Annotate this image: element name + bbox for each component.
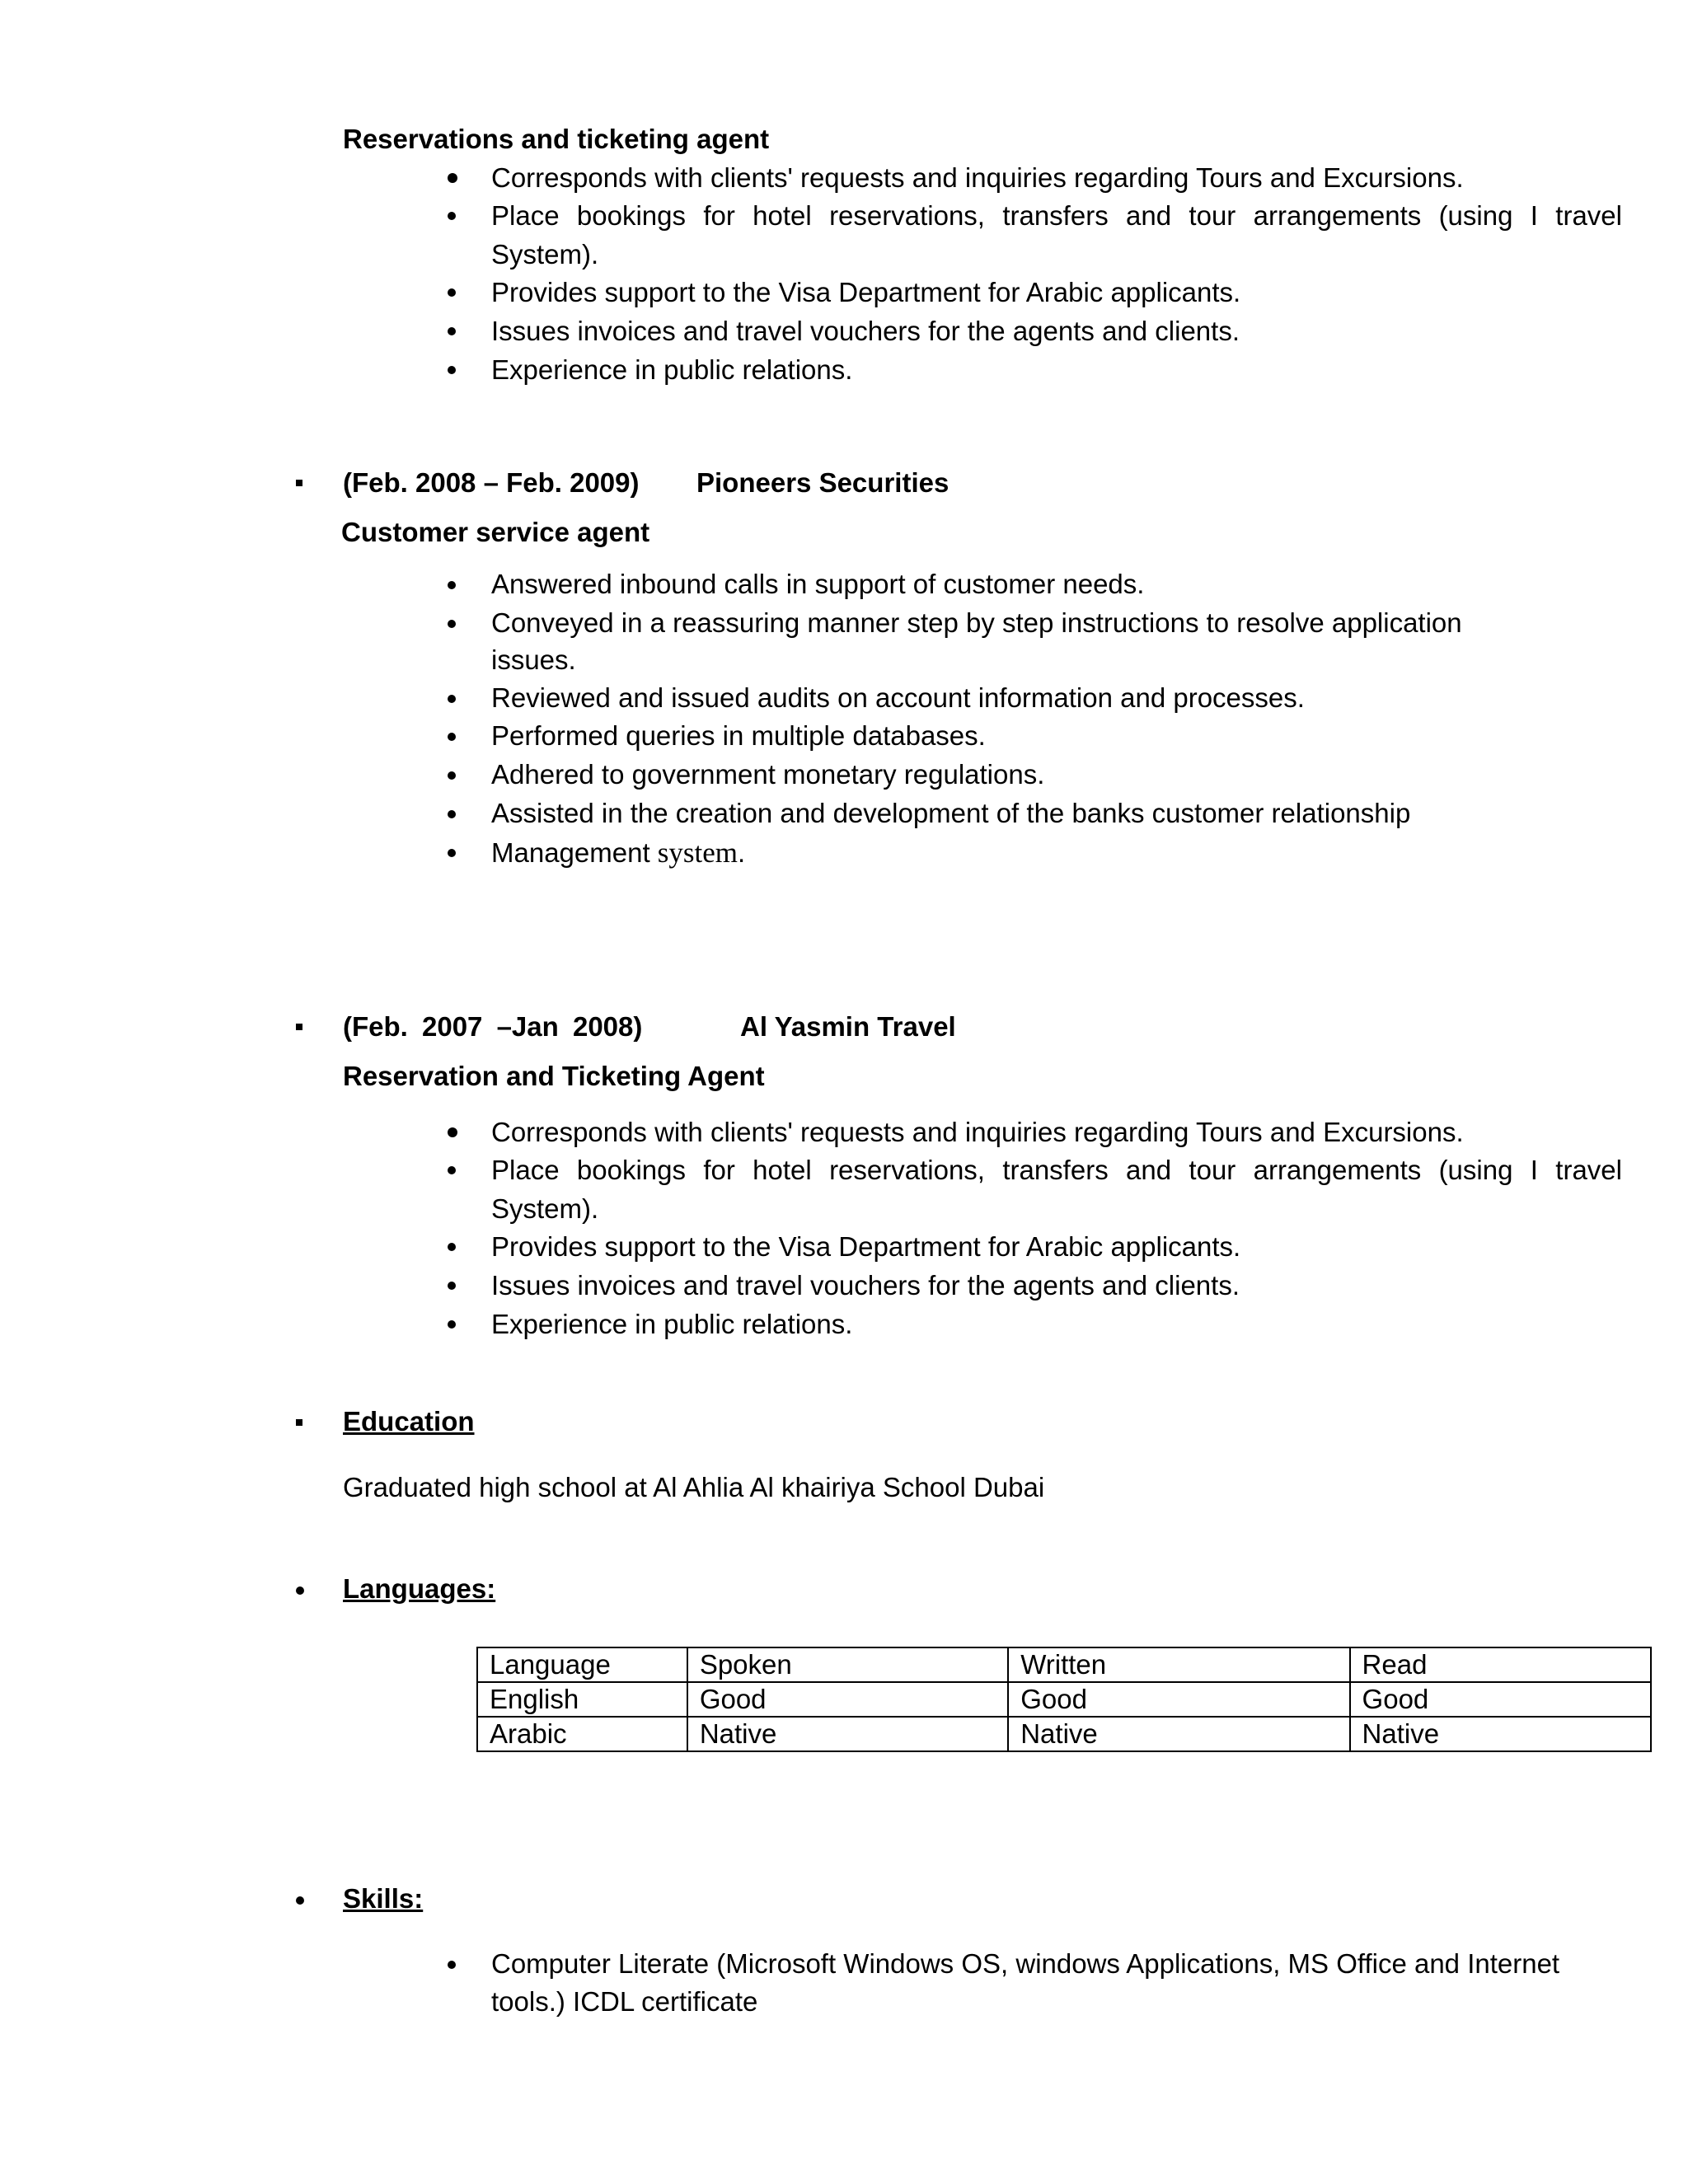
table-header-cell: Read	[1350, 1647, 1651, 1682]
job3-bullet-4: Issues invoices and travel vouchers for the agents and clients.	[491, 1270, 1240, 1301]
job2-bullet-4: Performed queries in multiple databases.	[491, 720, 986, 751]
job2-bullet-1: Answered inbound calls in support of customer needs.	[491, 569, 1145, 599]
section-square-bullet	[296, 1024, 302, 1030]
job1-bullet-2: Place bookings for hotel reservations, transfers and tour arrangements (using I travel	[491, 200, 1622, 231]
job2-bullet-7-text: Management	[491, 837, 658, 868]
job2-bullet-7-period: .	[738, 837, 746, 868]
bullet-dot	[448, 620, 456, 628]
skills-heading: Skills:	[343, 1883, 424, 1914]
table-cell: Good	[1008, 1682, 1349, 1717]
table-row	[477, 1682, 1651, 1717]
table-cell: Native	[687, 1717, 1008, 1751]
table-header-row	[477, 1647, 1651, 1682]
bullet-dot	[296, 1586, 304, 1595]
languages-table	[476, 1647, 1652, 1752]
job3-bullet-3: Provides support to the Visa Department for Arabic applicants.	[491, 1231, 1241, 1262]
bullet-dot	[448, 581, 456, 589]
job3-bullet-2-cont: System).	[491, 1193, 599, 1224]
job3-bullet-1: Corresponds with clients' requests and inquiries regarding Tours and Excursions.	[491, 1117, 1464, 1147]
bullet-dot	[448, 1166, 456, 1174]
bullet-dot	[296, 1896, 304, 1905]
education-text: Graduated high school at Al Ahlia Al khairiya School Dubai	[343, 1472, 1045, 1502]
job2-bullet-2-cont: issues.	[491, 644, 576, 675]
table-cell: English	[477, 1682, 687, 1717]
bullet-dot	[448, 1320, 456, 1329]
table-cell: Arabic	[477, 1717, 687, 1751]
table-header-cell: Language	[477, 1647, 687, 1682]
job2-bullet-6: Assisted in the creation and development of the banks customer relationship	[491, 798, 1411, 828]
bullet-dot	[448, 849, 456, 857]
bullet-dot	[448, 695, 456, 703]
languages-heading: Languages:	[343, 1573, 496, 1604]
bullet-dot	[448, 212, 456, 220]
job2-title: Customer service agent	[341, 517, 650, 547]
bullet-dot	[448, 771, 456, 780]
job2-bullet-2: Conveyed in a reassuring manner step by step instructions to resolve application	[491, 607, 1462, 638]
table-cell: Good	[687, 1682, 1008, 1717]
table-header-cell: Written	[1008, 1647, 1349, 1682]
bullet-dot	[448, 1127, 457, 1137]
skills-line-1: Computer Literate (Microsoft Windows OS, windows Applications, MS Office and Internet	[491, 1948, 1560, 1979]
table-cell: Native	[1008, 1717, 1349, 1751]
bullet-dot	[448, 327, 456, 335]
bullet-dot	[448, 173, 457, 183]
skills-line-2: tools.) ICDL certificate	[491, 1986, 758, 2017]
bullet-dot	[448, 733, 456, 741]
job2-period: (Feb. 2008 – Feb. 2009)	[343, 467, 640, 498]
job3-bullet-5: Experience in public relations.	[491, 1309, 853, 1339]
job2-company: Pioneers Securities	[696, 467, 950, 498]
table-row	[477, 1717, 1651, 1751]
job1-bullet-2-cont: System).	[491, 239, 599, 269]
bullet-dot	[448, 810, 456, 818]
bullet-dot	[448, 1243, 456, 1251]
job3-bullet-2: Place bookings for hotel reservations, transfers and tour arrangements (using I travel	[491, 1155, 1622, 1185]
job1-bullet-5: Experience in public relations.	[491, 354, 853, 385]
job1-bullet-1: Corresponds with clients' requests and inquiries regarding Tours and Excursions.	[491, 162, 1464, 193]
job1-bullet-3: Provides support to the Visa Department for Arabic applicants.	[491, 277, 1241, 307]
job2-bullet-3: Reviewed and issued audits on account information and processes.	[491, 682, 1305, 713]
education-heading: Education	[343, 1406, 475, 1436]
section-square-bullet	[296, 1419, 302, 1426]
section-square-bullet	[296, 480, 302, 486]
job3-title: Reservation and Ticketing Agent	[343, 1061, 765, 1091]
bullet-dot	[448, 1961, 456, 1969]
job3-company: Al Yasmin Travel	[740, 1011, 956, 1042]
table-cell: Native	[1350, 1717, 1651, 1751]
bullet-dot	[448, 288, 456, 297]
bullet-dot	[448, 366, 456, 374]
job1-bullet-4: Issues invoices and travel vouchers for the agents and clients.	[491, 316, 1240, 346]
job2-bullet-7	[491, 837, 745, 869]
job2-bullet-7-serif: system	[657, 837, 738, 869]
job2-bullet-5: Adhered to government monetary regulations.	[491, 759, 1045, 790]
job3-period: (Feb. 2007 –Jan 2008)	[343, 1011, 643, 1042]
job1-title: Reservations and ticketing agent	[343, 124, 770, 154]
table-cell: Good	[1350, 1682, 1651, 1717]
bullet-dot	[448, 1282, 456, 1290]
table-header-cell: Spoken	[687, 1647, 1008, 1682]
